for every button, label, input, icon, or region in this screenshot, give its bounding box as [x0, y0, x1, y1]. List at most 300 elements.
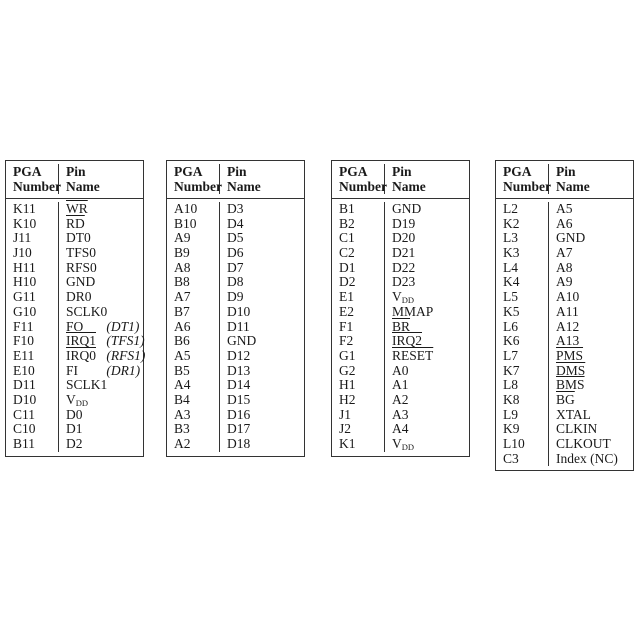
pin-name-text: A8: [556, 259, 573, 275]
pin-name-text: D5: [227, 230, 244, 246]
pin-name-primary: [227, 260, 244, 275]
pin-name-text: A5: [556, 201, 573, 216]
pin-name-primary: [66, 216, 85, 231]
pin-name-cell: [385, 275, 469, 290]
pin-row: [6, 364, 143, 379]
pin-name-subscript: DD: [401, 442, 415, 452]
pga-number-cell: A10: [167, 202, 220, 217]
pga-number-cell: C3: [496, 452, 549, 467]
header-line: Name: [227, 179, 261, 194]
pin-row: [167, 217, 304, 232]
pin-name-cell: [549, 290, 633, 305]
pin-name-primary: [556, 304, 579, 319]
pin-name-primary: [227, 363, 250, 378]
pin-name-cell: [385, 246, 469, 261]
pin-name-text: D15: [227, 391, 251, 407]
pin-name-primary: [227, 333, 256, 348]
pin-table-3: [331, 160, 470, 457]
pin-name-cell: [59, 378, 143, 393]
pga-number-cell: B10: [167, 217, 220, 232]
pin-name-text: D1: [66, 421, 83, 437]
pin-name-primary: [227, 304, 250, 319]
pin-name-primary: [227, 274, 244, 289]
pin-name-cell: [59, 364, 143, 379]
pin-name-cell: [220, 422, 304, 437]
pin-row: [496, 452, 633, 467]
pin-row: [6, 202, 143, 217]
header-pin-name: [220, 164, 304, 194]
pin-name-cell: [385, 408, 469, 423]
pin-name-cell: [220, 320, 304, 335]
pga-number-cell: A8: [167, 261, 220, 276]
pin-row: [6, 275, 143, 290]
pga-number-cell: L3: [496, 231, 549, 246]
pin-row: [332, 408, 469, 423]
pin-name-primary: [392, 216, 415, 231]
pin-name-primary: [66, 407, 83, 422]
pga-number-cell: A9: [167, 231, 220, 246]
pga-number-cell: J2: [332, 422, 385, 437]
pin-name-primary: [66, 289, 92, 304]
pin-row: [332, 334, 469, 349]
table-header: [167, 161, 304, 199]
pin-name-cell: [385, 305, 469, 320]
pin-name-alternate: (TFS1): [103, 333, 145, 349]
pin-row: [496, 422, 633, 437]
pga-number-cell: L10: [496, 437, 549, 452]
pin-row: [496, 217, 633, 232]
pin-name-cell: [220, 378, 304, 393]
pin-name-cell: [59, 349, 145, 364]
pin-name-text: RESET: [392, 347, 434, 363]
pin-name-primary: [227, 392, 250, 407]
pin-name-text: V: [392, 436, 402, 451]
pin-name-cell: [549, 437, 633, 452]
pin-name-text: D18: [227, 436, 251, 451]
pin-name-cell: [220, 364, 304, 379]
pga-number-cell: G1: [332, 349, 385, 364]
pin-row: [6, 334, 143, 349]
pin-row: [496, 231, 633, 246]
pin-row: [6, 261, 143, 276]
header-pga-number: [167, 164, 220, 194]
pga-number-cell: L5: [496, 290, 549, 305]
pin-row: [496, 261, 633, 276]
pin-name-primary: [66, 230, 91, 245]
pin-name-text: IRQ0: [66, 347, 96, 363]
pin-name-text: IRQ1: [66, 333, 96, 349]
pin-name-primary: [66, 260, 97, 275]
pin-name-text: A4: [392, 421, 409, 437]
pga-number-cell: E11: [6, 349, 59, 364]
pin-row: [167, 422, 304, 437]
pin-row: [332, 349, 469, 364]
pin-name-primary: [66, 377, 107, 392]
pin-row: [167, 305, 304, 320]
header-line: Number: [503, 179, 551, 194]
pin-name-text: D9: [227, 289, 244, 305]
pin-name-alternate: (DR1): [103, 362, 141, 378]
pga-number-cell: C10: [6, 422, 59, 437]
pin-row: [496, 305, 633, 320]
pin-name-primary: [556, 421, 597, 436]
pin-row: [332, 378, 469, 393]
pga-number-cell: L6: [496, 320, 549, 335]
pin-table-2: [166, 160, 305, 457]
pin-name-text: $\overline{DMS}$: [556, 362, 586, 378]
pin-name-text: D10: [227, 303, 251, 319]
pin-name-text: SCLK1: [66, 377, 108, 393]
pin-name-cell: [220, 393, 304, 408]
pga-number-cell: B9: [167, 246, 220, 261]
pin-name-text: A0: [392, 362, 409, 378]
pin-row: [6, 437, 143, 452]
pga-number-cell: D11: [6, 378, 59, 393]
pin-row: [496, 393, 633, 408]
pin-name-cell: [549, 320, 633, 335]
pga-number-cell: B11: [6, 437, 59, 452]
pin-name-primary: [392, 289, 414, 304]
pin-name-text: D16: [227, 406, 251, 422]
pin-table-1: [5, 160, 144, 457]
pin-name-text: D19: [392, 215, 416, 231]
pin-name-text: GND: [392, 201, 422, 216]
pin-name-cell: [549, 261, 633, 276]
pin-row: [332, 290, 469, 305]
pin-name-primary: [556, 201, 573, 216]
pin-name-primary: [556, 230, 585, 245]
pin-row: [332, 246, 469, 261]
pga-number-cell: H11: [6, 261, 59, 276]
pin-name-cell: [549, 217, 633, 232]
pin-name-cell: [385, 217, 469, 232]
pin-name-primary: [556, 260, 573, 275]
pin-name-cell: [549, 246, 633, 261]
pin-name-text: $\overline{WR}$: [66, 201, 88, 216]
pin-name-primary: [227, 289, 244, 304]
pin-row: [6, 393, 143, 408]
pin-row: [167, 290, 304, 305]
table-body: [332, 199, 469, 456]
pin-name-primary: [392, 421, 409, 436]
pin-name-cell: [549, 334, 633, 349]
table-header: [332, 161, 469, 199]
pga-number-cell: A2: [167, 437, 220, 452]
pin-name-text: D21: [392, 245, 416, 261]
pin-name-cell: [385, 349, 469, 364]
pin-name-text: DR0: [66, 289, 92, 305]
pin-name-cell: [59, 305, 143, 320]
pga-number-cell: K7: [496, 364, 549, 379]
pin-row: [496, 275, 633, 290]
pin-row: [332, 393, 469, 408]
table-body: [496, 199, 633, 470]
pin-name-cell: [220, 261, 304, 276]
pin-name-text: D20: [392, 230, 416, 246]
pga-number-cell: B5: [167, 364, 220, 379]
pin-name-primary: [66, 364, 103, 379]
header-line: Pin: [556, 164, 576, 179]
pin-name-cell: [549, 202, 633, 217]
pin-name-cell: [549, 393, 633, 408]
pin-name-cell: [220, 290, 304, 305]
pin-row: [167, 408, 304, 423]
pin-name-cell: [220, 437, 304, 452]
pga-number-cell: K1: [332, 437, 385, 452]
pin-name-cell: [385, 231, 469, 246]
pin-row: [496, 202, 633, 217]
pin-name-text: D14: [227, 377, 251, 393]
pin-name-cell: [549, 349, 633, 364]
pga-number-cell: E2: [332, 305, 385, 320]
pin-name-cell: [385, 334, 469, 349]
pin-name-primary: [66, 274, 95, 289]
pin-row: [6, 305, 143, 320]
pin-name-text: XTAL: [556, 406, 591, 422]
pin-name-cell: [220, 349, 304, 364]
pin-name-text: D3: [227, 201, 244, 216]
pin-row: [332, 422, 469, 437]
pin-row: [332, 364, 469, 379]
pin-name-text: D0: [66, 406, 83, 422]
pin-name-text: $\overline{PMS}$: [556, 347, 584, 363]
pin-name-primary: [556, 392, 575, 407]
pga-number-cell: B4: [167, 393, 220, 408]
table-body: [167, 199, 304, 456]
pin-name-text: $\overline{BMS}$: [556, 377, 585, 393]
pin-row: [332, 217, 469, 232]
pin-name-cell: [385, 364, 469, 379]
pin-name-primary: [66, 320, 103, 335]
pin-row: [332, 261, 469, 276]
pin-name-primary: [392, 260, 415, 275]
pin-name-text: A1: [392, 377, 409, 393]
pin-name-text: A13: [556, 333, 580, 349]
pga-number-cell: J1: [332, 408, 385, 423]
pin-name-primary: [66, 436, 83, 451]
pin-row: [6, 408, 143, 423]
pin-name-text: A12: [556, 318, 580, 334]
pin-name-primary: [392, 245, 415, 260]
pga-number-cell: C11: [6, 408, 59, 423]
pin-name-primary: [66, 349, 103, 364]
pin-name-primary: [392, 377, 409, 392]
pga-number-cell: B6: [167, 334, 220, 349]
pin-row: [332, 202, 469, 217]
pin-row: [167, 320, 304, 335]
pin-name-primary: [392, 333, 422, 348]
pga-number-cell: G2: [332, 364, 385, 379]
pin-name-text: V: [66, 391, 76, 407]
pin-name-primary: [556, 377, 585, 392]
pga-number-cell: F10: [6, 334, 59, 349]
pin-name-primary: [556, 216, 573, 231]
pin-row: [6, 217, 143, 232]
header-pin-name: [549, 164, 633, 194]
pin-name-cell: [220, 305, 304, 320]
pin-row: [6, 378, 143, 393]
pin-name-primary: [556, 245, 573, 260]
pin-name-cell: [385, 422, 469, 437]
pga-number-cell: F11: [6, 320, 59, 335]
pin-name-text: D11: [227, 318, 250, 334]
pga-number-cell: A4: [167, 378, 220, 393]
pga-number-cell: K4: [496, 275, 549, 290]
pin-name-text: RFS0: [66, 259, 97, 275]
pga-number-cell: L9: [496, 408, 549, 423]
pin-name-cell: [549, 422, 633, 437]
pin-name-text: D22: [392, 259, 416, 275]
pin-name-cell: [59, 290, 143, 305]
pga-number-cell: L8: [496, 378, 549, 393]
pin-row: [167, 334, 304, 349]
pin-name-cell: [385, 393, 469, 408]
pin-row: [6, 231, 143, 246]
pin-name-text: $\overline{BR}$: [392, 318, 411, 334]
pin-name-text: GND: [556, 230, 586, 246]
pin-name-cell: [385, 261, 469, 276]
pin-name-text: D8: [227, 274, 244, 290]
pin-row: [496, 334, 633, 349]
pin-row: [332, 320, 469, 335]
pin-name-cell: [549, 275, 633, 290]
pga-number-cell: B2: [332, 217, 385, 232]
pin-name-cell: [385, 290, 469, 305]
pin-name-primary: [66, 421, 83, 436]
pin-name-primary: [227, 245, 244, 260]
pga-number-cell: A3: [167, 408, 220, 423]
pga-number-cell: L4: [496, 261, 549, 276]
pin-row: [332, 231, 469, 246]
table-header: [496, 161, 633, 199]
pin-name-primary: [556, 363, 585, 378]
pin-name-text: A6: [556, 215, 573, 231]
header-line: Pin: [227, 164, 247, 179]
pin-name-primary: [556, 319, 579, 334]
pin-name-cell: [59, 261, 143, 276]
pin-row: [496, 408, 633, 423]
pin-name-primary: [392, 274, 415, 289]
pin-row: [167, 231, 304, 246]
pin-name-primary: [66, 304, 107, 319]
pin-name-cell: [59, 334, 145, 349]
pin-name-text: A7: [556, 245, 573, 261]
pin-row: [6, 422, 143, 437]
pga-number-cell: D2: [332, 275, 385, 290]
pga-number-cell: K3: [496, 246, 549, 261]
header-line: Number: [13, 179, 61, 194]
pin-name-cell: [220, 217, 304, 232]
pin-name-primary: [556, 274, 573, 289]
pin-name-text: CLKIN: [556, 421, 598, 437]
pga-number-cell: E1: [332, 290, 385, 305]
header-line: Name: [392, 179, 426, 194]
header-pin-name: [59, 164, 143, 194]
pin-name-primary: [66, 201, 88, 216]
pin-name-cell: [385, 437, 469, 452]
pin-row: [6, 246, 143, 261]
pin-name-cell: [59, 408, 143, 423]
header-line: Pin: [392, 164, 412, 179]
header-line: PGA: [13, 164, 42, 179]
pga-number-cell: K2: [496, 217, 549, 232]
pin-name-cell: [220, 246, 304, 261]
pin-name-cell: [220, 275, 304, 290]
pin-name-primary: [392, 201, 421, 216]
pga-number-cell: C2: [332, 246, 385, 261]
pin-name-cell: [549, 452, 633, 467]
pin-name-text: A11: [556, 303, 579, 319]
pin-name-primary: [66, 245, 96, 260]
pin-name-text: $\overline{BG}$: [556, 391, 575, 407]
pga-number-cell: F1: [332, 320, 385, 335]
pin-name-primary: [392, 304, 433, 319]
pin-name-cell: [59, 246, 143, 261]
table-header: [6, 161, 143, 199]
pin-name-primary: [392, 436, 414, 451]
pin-name-primary: [66, 392, 88, 407]
pin-row: [6, 290, 143, 305]
pin-name-primary: [227, 407, 250, 422]
pin-row: [6, 320, 143, 335]
header-pin-name: [385, 164, 469, 194]
pin-row: [496, 437, 633, 452]
pin-row: [6, 347, 146, 364]
pin-name-primary: [227, 377, 250, 392]
pin-name-text: V: [392, 289, 402, 305]
pga-number-cell: K8: [496, 393, 549, 408]
pin-name-cell: [549, 408, 633, 423]
pin-name-text: D23: [392, 274, 416, 290]
pin-name-alternate: (RFS1): [103, 347, 146, 363]
pin-name-text: FO: [66, 318, 84, 334]
pin-row: [167, 202, 304, 217]
pga-number-cell: B7: [167, 305, 220, 320]
pin-row: [496, 320, 633, 335]
pin-name-text: D2: [66, 436, 83, 451]
header-line: PGA: [339, 164, 368, 179]
pin-name-text: D12: [227, 347, 251, 363]
pga-number-cell: H1: [332, 378, 385, 393]
pin-name-text: TFS0: [66, 245, 97, 261]
pin-name-text: D6: [227, 245, 244, 261]
pin-name-text: GND: [227, 333, 257, 349]
header-line: Name: [66, 179, 100, 194]
pin-name-text: MMAP: [392, 303, 434, 319]
pin-name-text: IRQ2: [392, 333, 422, 349]
pin-row: [167, 364, 304, 379]
pin-row: [496, 349, 633, 364]
pga-number-cell: K6: [496, 334, 549, 349]
pin-row: [167, 261, 304, 276]
pin-name-text: GND: [66, 274, 96, 290]
pin-row: [496, 246, 633, 261]
pga-number-cell: E10: [6, 364, 59, 379]
pin-name-text: D4: [227, 215, 244, 231]
pin-row: [496, 290, 633, 305]
pin-row: [332, 305, 469, 320]
pin-name-cell: [549, 305, 633, 320]
pga-number-cell: K11: [6, 202, 59, 217]
pin-name-primary: [392, 363, 409, 378]
pin-name-cell: [549, 231, 633, 246]
pin-name-primary: [227, 348, 250, 363]
pga-number-cell: K10: [6, 217, 59, 232]
pin-name-cell: [59, 320, 143, 335]
pin-name-text: FI: [66, 362, 79, 378]
pin-name-text: D17: [227, 421, 251, 437]
pin-name-cell: [59, 393, 143, 408]
